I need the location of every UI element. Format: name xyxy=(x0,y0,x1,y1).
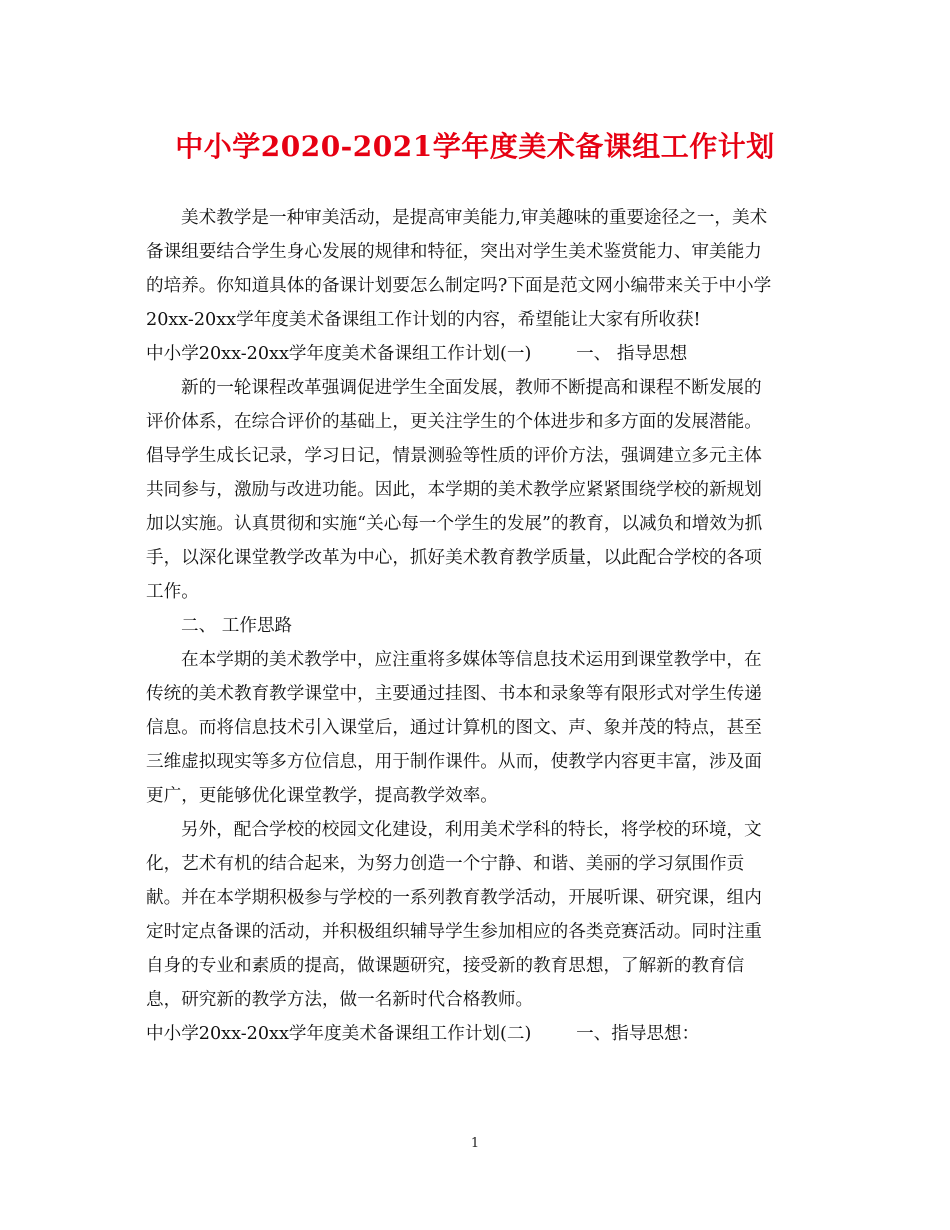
plan1-heading: 中小学20xx-20xx学年度美术备课组工作计划(一) 一、 指导思想 xyxy=(146,344,688,364)
text-line: 备课组要结合学生身心发展的规律和特征，突出对学生美术鉴赏能力、审美能力 xyxy=(146,242,762,262)
page-number: 1 xyxy=(470,1136,480,1151)
plan1-section1-paragraph xyxy=(146,371,806,609)
document-body xyxy=(146,201,806,1051)
text-line: 信息。而将信息技术引入课堂后，通过计算机的图文、声、象并茂的特点，甚至 xyxy=(146,718,762,738)
text-line: 传统的美术教育教学课堂中，主要通过挂图、书本和录象等有限形式对学生传递 xyxy=(146,684,762,704)
text-line: 的培养。你知道具体的备课计划要怎么制定吗?下面是范文网小编带来关于中小学 xyxy=(146,276,772,296)
text-line: 更广，更能够优化课堂教学，提高教学效率。 xyxy=(146,786,498,806)
text-line: 手，以深化课堂教学改革为中心，抓好美术教育教学质量，以此配合学校的各项 xyxy=(146,548,762,568)
section2-heading: 二、 工作思路 xyxy=(181,616,293,636)
text-line: 另外，配合学校的校园文化建设，利用美术学科的特长，将学校的环境，文 xyxy=(181,820,762,840)
text-line: 化，艺术有机的结合起来，为努力创造一个宁静、和谐、美丽的学习氛围作贡 xyxy=(146,854,745,874)
section2-paragraph-1 xyxy=(146,643,806,813)
document-title: 中小学2020-2021学年度美术备课组工作计划 xyxy=(175,130,775,163)
text-line: 评价体系，在综合评价的基础上，更关注学生的个体进步和多方面的发展潜能。 xyxy=(146,412,762,432)
text-line: 加以实施。认真贯彻和实施“关心每一个学生的发展”的教育，以减负和增效为抓 xyxy=(146,514,763,534)
text-line: 三维虚拟现实等多方位信息，用于制作课件。从而，使教学内容更丰富，涉及面 xyxy=(146,752,762,772)
text-line: 定时定点备课的活动，并积极组织辅导学生参加相应的各类竞赛活动。同时注重 xyxy=(146,922,762,942)
intro-paragraph xyxy=(146,201,806,337)
text-line: 共同参与，激励与改进功能。因此，本学期的美术教学应紧紧围绕学校的新规划 xyxy=(146,480,762,500)
text-line: 息，研究新的教学方法，做一名新时代合格教师。 xyxy=(146,990,534,1010)
text-line: 在本学期的美术教学中，应注重将多媒体等信息技术运用到课堂教学中，在 xyxy=(181,650,762,670)
text-line: 20xx-20xx学年度美术备课组工作计划的内容，希望能让大家有所收获! xyxy=(146,310,701,330)
text-line: 倡导学生成长记录，学习日记，情景测验等性质的评价方法，强调建立多元主体 xyxy=(146,446,762,466)
plan2-heading: 中小学20xx-20xx学年度美术备课组工作计划(二) 一、指导思想： xyxy=(146,1024,700,1044)
text-line: 工作。 xyxy=(146,582,199,602)
text-line: 自身的专业和素质的提高，做课题研究，接受新的教育思想，了解新的教育信 xyxy=(146,956,745,976)
text-line: 献。并在本学期积极参与学校的一系列教育教学活动，开展听课、研究课，组内 xyxy=(146,888,762,908)
section2-paragraph-2 xyxy=(146,813,806,1017)
text-line: 美术教学是一种审美活动，是提高审美能力,审美趣味的重要途径之一，美术 xyxy=(181,208,768,228)
text-line: 新的一轮课程改革强调促进学生全面发展，教师不断提高和课程不断发展的 xyxy=(181,378,762,398)
